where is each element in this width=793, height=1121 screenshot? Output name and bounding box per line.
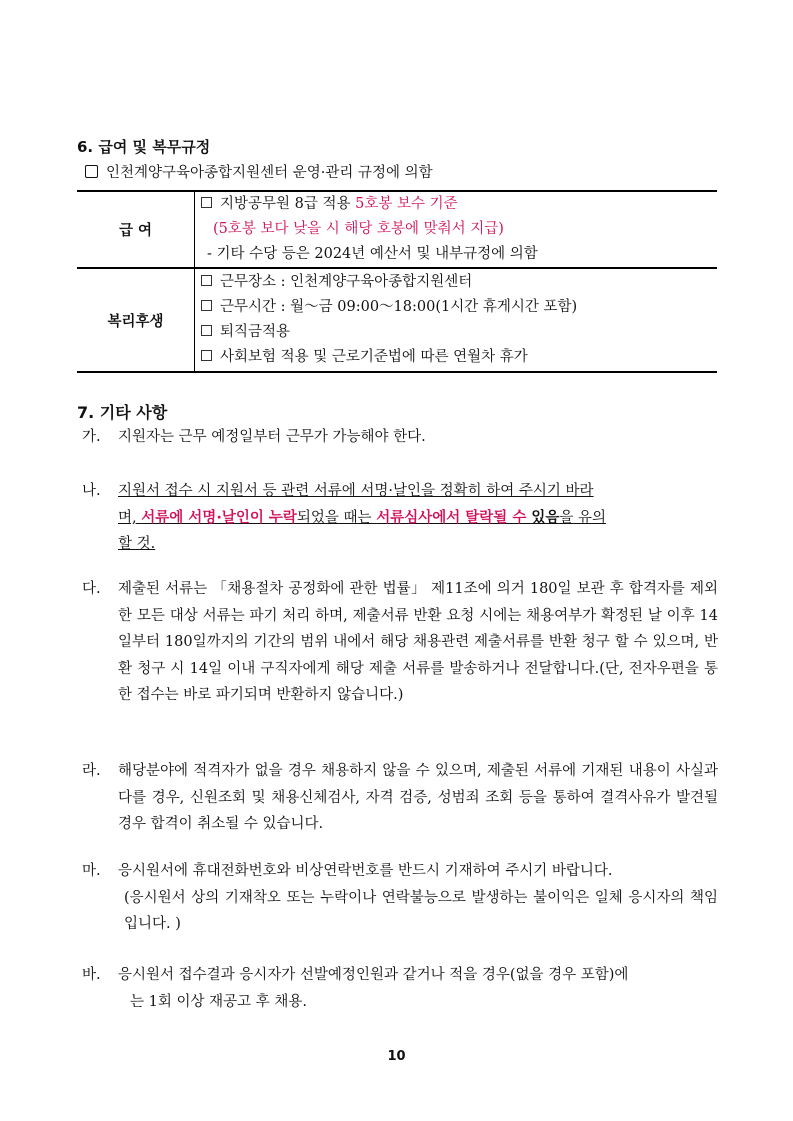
checkbox-icon: [201, 350, 212, 361]
na-emphasis-3: 있음: [531, 509, 560, 526]
welfare-item-text: 퇴직금적용: [220, 324, 291, 340]
checkbox-icon: [201, 325, 212, 336]
item-marker: 가.: [82, 429, 101, 445]
welfare-item-text: 사회보험 적용 및 근로기준법에 따른 연월차 휴가: [220, 349, 528, 365]
na-emphasis-1: 서류에 서명·날인이 누락: [141, 509, 297, 526]
salary-line1: [201, 192, 717, 217]
welfare-label: 복리후생: [77, 268, 195, 372]
na-line2-f: 을 유의: [559, 509, 607, 526]
salary-line1-a: 지방공무원 8급 적용: [220, 196, 356, 212]
checkbox-icon: [201, 197, 212, 208]
item-marker: 나.: [82, 483, 101, 499]
na-line2-a: 며,: [118, 509, 142, 526]
salary-label: 급 여: [77, 191, 195, 268]
item-text: [118, 962, 718, 1015]
item-text: 지원자는 근무 예정일부터 근무가 가능해야 한다.: [118, 429, 426, 445]
section6-note-text: 인천계양구육아종합지원센터 운영·관리 규정에 의함: [106, 165, 433, 181]
na-line2-c: 되었을 때는: [296, 509, 377, 526]
welfare-item: [201, 270, 717, 295]
ba-line2: 는 1회 이상 재공고 후 채용.: [130, 993, 307, 1010]
na-line1: 지원서 접수 시 지원서 등 관련 서류에 서명·날인을 정확히 하여 주시기 바라: [118, 483, 594, 499]
checkbox-icon: [201, 300, 212, 311]
section7-title: 7. 기타 사항: [77, 403, 168, 422]
checkbox-icon: [201, 275, 212, 286]
welfare-row: [77, 268, 717, 372]
salary-line2: (5호봉 보다 낮을 시 해당 호봉에 맞춰서 지급): [213, 221, 504, 237]
welfare-item: [201, 320, 717, 345]
item-marker: 마.: [82, 863, 101, 879]
welfare-item: [201, 345, 717, 370]
item-text: 제출된 서류는 「채용절차 공정화에 관한 법률」 제11조에 의거 180일 보관 후 합격자를 제외한 모든 대상 서류는 파기 처리 하며, 제출서류 반환 요청 시에는 채용여부가 확정된 날 이후 14일부터 180일까지의 기간의 범위 내에서 해당 채용관련 제출서류를 반환 청구 할 수 있으며, 반환 청구 시 14일 이내 구직자에게 해당 제출 서류를 발송하거나 전달합니다.(단, 전자우편을 통한 접수는 바로 파기되며 반환하지 않습니다.): [118, 581, 718, 703]
ma-line1: 응시원서에 휴대전화번호와 비상연락번호를 반드시 기재하여 주시기 바랍니다.: [118, 863, 613, 879]
item-marker: 라.: [82, 763, 101, 779]
item-text: 해당분야에 적격자가 없을 경우 채용하지 않을 수 있으며, 제출된 서류에 기재된 내용이 사실과 다를 경우, 신원조회 및 채용신체검사, 자격 검증, 성범죄 조회 등을 통하여 결격사유가 발견될 경우 합격이 취소될 수 있습니다.: [118, 763, 718, 832]
salary-row: [77, 191, 717, 268]
salary-line3: - 기타 수당 등은 2024년 예산서 및 내부규정에 의함: [207, 246, 538, 262]
ma-line2: (응시원서 상의 기재착오 또는 누락이나 연락불능으로 발생하는 불이익은 일체 응시자의 책임입니다. ): [124, 889, 718, 932]
item-text: [118, 858, 718, 938]
section6-title: 6. 급여 및 복무규정: [77, 138, 211, 156]
na-line2: [118, 505, 718, 532]
welfare-item: [201, 295, 717, 320]
salary-content: [195, 191, 718, 268]
na-emphasis-2: 서류심사에서 탈락될 수: [376, 509, 532, 526]
ba-line1: 응시원서 접수결과 응시자가 선발예정인원과 같거나 적을 경우(없을 경우 포함)에: [118, 967, 629, 983]
welfare-item-text: 근무장소 : 인천계양구육아종합지원센터: [220, 274, 473, 290]
welfare-content: [195, 268, 718, 372]
salary-line1-b: 5호봉 보수 기준: [355, 196, 458, 212]
section6-note: [85, 161, 433, 182]
salary-welfare-table: [77, 190, 717, 373]
item-marker: 바.: [82, 967, 101, 983]
welfare-item-text: 근무시간 : 월～금 09:00～18:00(1시간 휴게시간 포함): [220, 299, 578, 315]
item-marker: 다.: [82, 581, 101, 597]
na-line3: 할 것.: [118, 536, 156, 552]
item-text: [118, 478, 718, 558]
checkbox-icon: [85, 165, 98, 178]
page-number: 10: [387, 1049, 406, 1064]
